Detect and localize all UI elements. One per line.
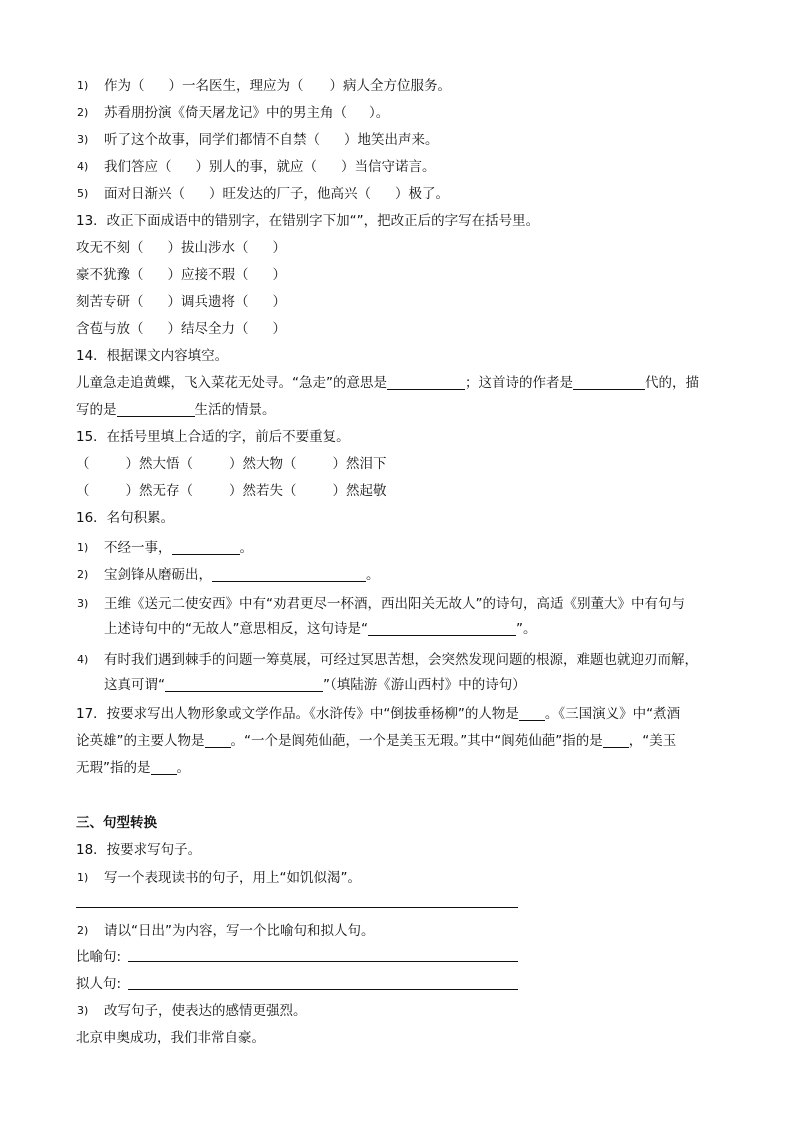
q16-item-2 [0, 563, 794, 587]
question-text: 。 [366, 567, 380, 583]
question-text: 17．按要求写出人物形象或文学作品。《水浒传》中“倒拔垂杨柳”的人物是 [76, 706, 519, 722]
q16-title [0, 506, 794, 530]
q13-row [0, 290, 794, 314]
question-text: 13．改正下面成语中的错别字，在错别字下加“”，把改正后的字写在括号里。 [76, 213, 540, 229]
idiom-text: ）结尽全力（ [167, 321, 249, 337]
sentence-text: 北京申奥成功，我们非常自豪。 [76, 1030, 265, 1046]
q13-title [0, 209, 794, 233]
q18-item-1 [0, 866, 794, 890]
item-text: ）病人全方位服务。 [329, 78, 451, 94]
question-text: 无瑕”指的是 [76, 760, 151, 776]
q16-item-3-cont [0, 617, 794, 641]
q18-title [0, 838, 794, 862]
bracket-text: ）然大悟（ [125, 456, 193, 472]
idiom-text: ） [272, 294, 286, 310]
item-text: ）一名医生，理应为（ [168, 78, 304, 94]
question-text: 不经一事， [104, 540, 172, 556]
question-text: 。《三国演义》中“煮酒 [544, 706, 681, 722]
q18-item-3 [0, 999, 794, 1023]
question-text: 王维《送元二使安西》中有“劝君更尽一杯酒，西出阳关无故人”的诗句，高适《别董大》中有句与 [104, 596, 685, 612]
question-text: 。 [176, 760, 190, 776]
question-text: 有时我们遇到棘手的问题一筹莫展，可经过冥思苦想，会突然发现问题的根源，难题也就迎刃而解， [104, 652, 698, 668]
item-text: ）极了。 [395, 186, 449, 202]
bracket-text: ）然起敬 [332, 483, 387, 499]
metaphor-answer-line[interactable] [128, 961, 518, 962]
q18-item-2 [0, 919, 794, 943]
question-text: 请以“日出”为内容，写一个比喻句和拟人句。 [104, 923, 375, 939]
question-text: 16．名句积累。 [76, 510, 175, 526]
bracket-text: ）然泪下 [332, 456, 387, 472]
question-text: 论英雄”的主要人物是 [76, 733, 205, 749]
item-text: 听了这个故事，同学们都情不自禁（ [104, 132, 320, 148]
personify-answer-line[interactable] [128, 989, 518, 990]
item-number: 3) [77, 1004, 89, 1017]
q16-item-4-cont [0, 673, 794, 697]
q15-row-2 [0, 479, 794, 503]
question-text: 。 [239, 540, 253, 556]
personify-row [0, 972, 794, 996]
bracket-text: ）然无存（ [125, 483, 193, 499]
q12-item-5 [0, 182, 794, 206]
question-text: 这真可谓“ [104, 677, 165, 693]
answer-underline[interactable] [172, 539, 240, 555]
q17-line-3 [0, 756, 794, 780]
idiom-text: ） [272, 321, 286, 337]
answer-underline[interactable] [205, 732, 231, 748]
question-text: 儿童急走追黄蝶，飞入菜花无处寻。“急走”的意思是 [76, 375, 387, 391]
q13-row [0, 263, 794, 287]
q12-item-4 [0, 155, 794, 179]
section-heading [0, 811, 794, 835]
answer-underline[interactable] [368, 620, 516, 636]
q12-item-3 [0, 128, 794, 152]
answer-underline[interactable] [387, 374, 465, 390]
answer-underline[interactable] [603, 732, 629, 748]
q17-line-1 [0, 702, 794, 726]
item-text: ）。 [369, 105, 390, 121]
q14-title [0, 344, 794, 368]
question-text: 写一个表现读书的句子，用上“如饥似渴”。 [104, 870, 361, 886]
answer-underline[interactable] [151, 759, 177, 775]
question-text: ，“美玉 [628, 733, 677, 749]
item-number: 2) [77, 106, 89, 119]
answer-underline[interactable] [117, 401, 195, 417]
item-number: 2) [77, 568, 89, 581]
bracket-text: ）然大物（ [229, 456, 297, 472]
answer-underline[interactable] [165, 676, 323, 692]
field-label: 比喻句: [76, 949, 122, 965]
question-text: 生活的情景。 [194, 402, 276, 418]
question-text: 14．根据课文内容填空。 [76, 348, 229, 364]
question-text: ”。 [515, 621, 537, 637]
metaphor-row [0, 945, 794, 969]
bracket-text: （ [76, 456, 90, 472]
idiom-text: ） [272, 267, 286, 283]
q17-line-2 [0, 729, 794, 753]
q16-item-1 [0, 536, 794, 560]
answer-underline[interactable] [519, 705, 545, 721]
q14-line-1 [0, 371, 794, 395]
q14-line-2 [0, 398, 794, 422]
field-label: 拟人句: [76, 976, 122, 992]
answer-underline[interactable] [573, 374, 645, 390]
answer-line[interactable] [76, 907, 518, 908]
idiom-text: ）调兵遗将（ [167, 294, 249, 310]
question-text: ；这首诗的作者是 [465, 375, 573, 391]
question-text: 宝剑锋从磨砺出， [104, 567, 212, 583]
question-text: 改写句子，使表达的感情更强烈。 [104, 1003, 307, 1019]
item-number: 2) [77, 924, 89, 937]
q15-title [0, 425, 794, 449]
item-number: 4) [77, 653, 89, 666]
item-text: ）地笑出声来。 [344, 132, 439, 148]
item-text: 作为（ [104, 78, 145, 94]
idiom-text: ） [272, 240, 286, 256]
source-sentence [0, 1026, 794, 1050]
item-number: 4) [77, 160, 89, 173]
item-text: 面对日渐兴（ [104, 186, 185, 202]
item-number: 1) [77, 79, 89, 92]
item-text: 我们答应（ [104, 159, 172, 175]
item-text: ）别人的事，就应（ [195, 159, 317, 175]
question-text: 18．按要求写句子。 [76, 842, 202, 858]
item-number: 3) [77, 133, 89, 146]
idiom-text: 攻无不刻（ [76, 240, 144, 256]
idiom-text: ）应接不瑕（ [167, 267, 249, 283]
question-text: 上述诗句中的“无故人”意思相反，这句诗是“ [104, 621, 368, 637]
item-number: 1) [77, 541, 89, 554]
section-title: 三、句型转换 [76, 815, 157, 831]
question-text: 15．在括号里填上合适的字，前后不要重复。 [76, 429, 350, 445]
bracket-text: ）然若失（ [229, 483, 297, 499]
idiom-text: 含苞与放（ [76, 321, 144, 337]
answer-underline[interactable] [212, 566, 366, 582]
idiom-text: ）拔山涉水（ [167, 240, 249, 256]
question-text: 写的是 [76, 402, 117, 418]
q12-item-1 [0, 74, 794, 98]
idiom-text: 刻苦专研（ [76, 294, 144, 310]
item-number: 1) [77, 871, 89, 884]
bracket-text: （ [76, 483, 90, 499]
q13-row [0, 317, 794, 341]
item-number: 5) [77, 187, 89, 200]
q15-row-1 [0, 452, 794, 476]
item-text: ）旺发达的厂子，他高兴（ [209, 186, 371, 202]
q16-item-3 [0, 592, 794, 616]
item-text: 苏看朋扮演《倚天屠龙记》中的男主角（ [104, 105, 347, 121]
idiom-text: 豪不犹豫（ [76, 267, 144, 283]
q16-item-4 [0, 648, 794, 672]
question-text: 代的，描 [645, 375, 699, 391]
q12-item-2 [0, 101, 794, 125]
question-text: ”（填陆游《游山西村》中的诗句） [323, 677, 526, 693]
item-text: ）当信守诺言。 [341, 159, 436, 175]
question-text: 。“一个是阆苑仙葩，一个是美玉无瑕。”其中“阆苑仙葩”指的是 [230, 733, 603, 749]
item-number: 3) [77, 597, 89, 610]
q13-row [0, 236, 794, 260]
